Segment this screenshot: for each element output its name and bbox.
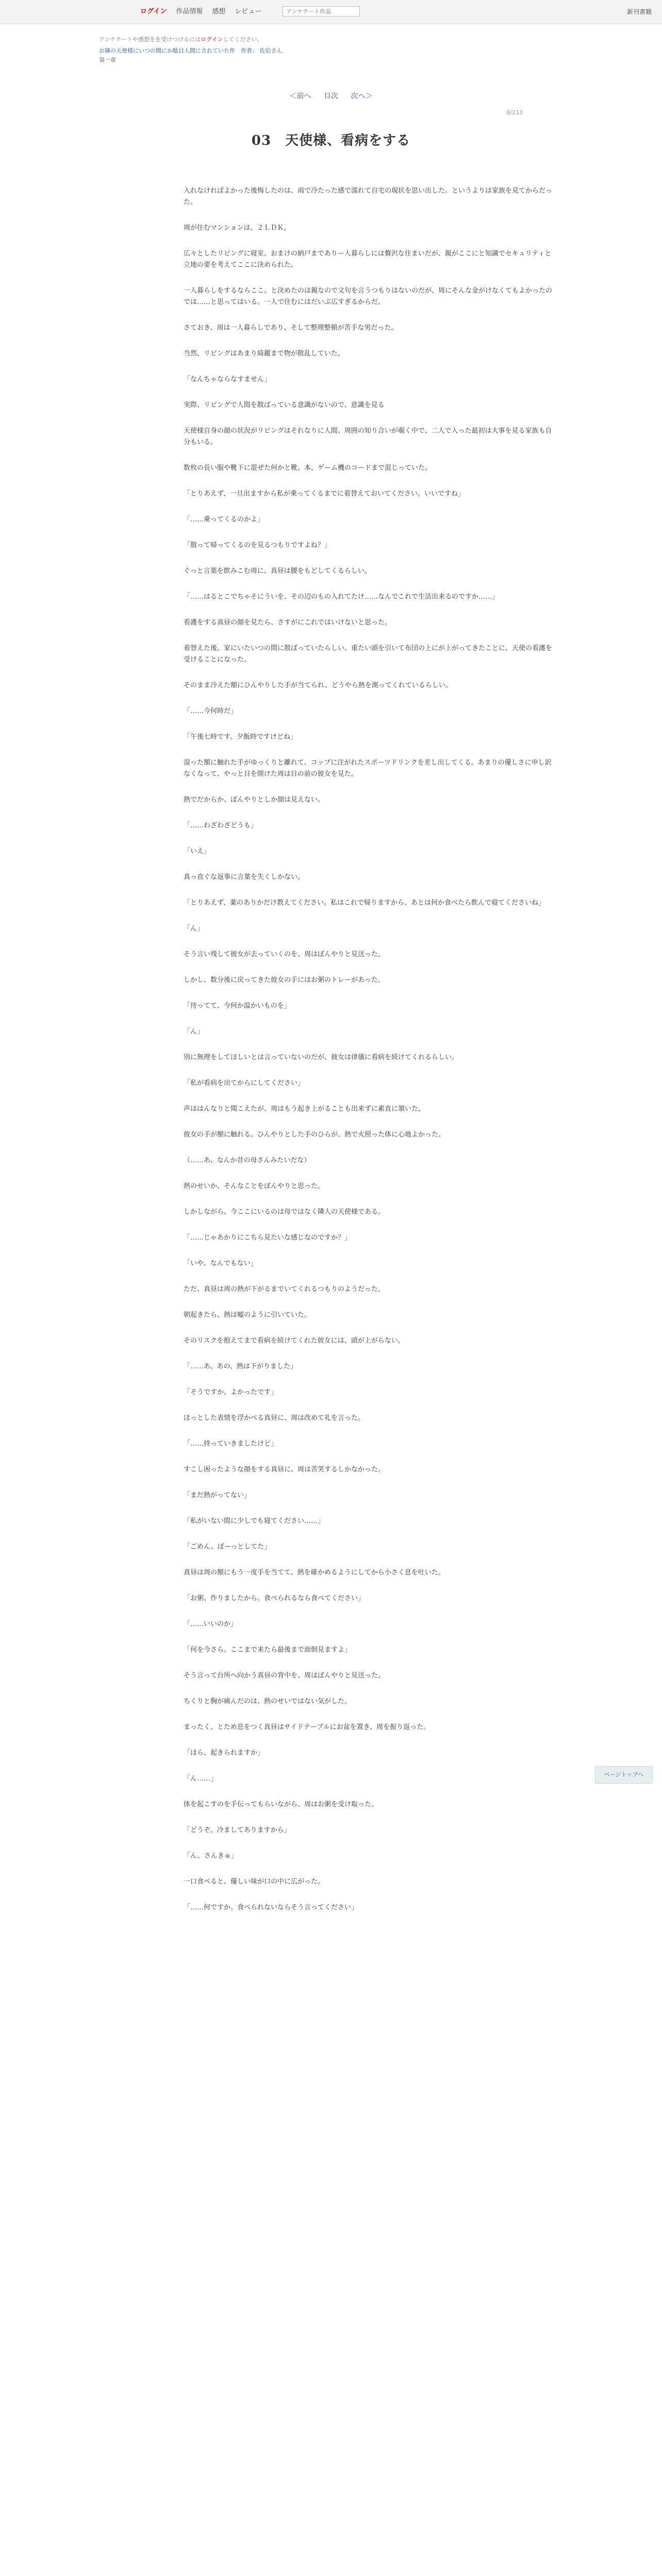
body-paragraph: 天使様自身の顔の状況がリビングはそれなりに人間、周囲の知り合いが覗く中で、二人で入った最初は大事を見る家族も自分もいる。 xyxy=(184,427,552,446)
page-top-button[interactable]: ページトップへ xyxy=(595,1766,653,1784)
body-paragraph: 「午後七時です。夕飯時ですけどね」 xyxy=(184,733,297,741)
body-paragraph: しかしながら、今ここにいるのは母ではなく隣人の天使様である。 xyxy=(184,1208,385,1216)
nav-impressions[interactable]: 感想 xyxy=(212,8,226,15)
body-paragraph: 着替えた後、家にいたいつの間に散ばっていたらしい、重たい頭を引いて布団の上にが上がってきたことに、天使の看護を受けることになった。 xyxy=(184,645,553,664)
body-paragraph: 一口食べると、優しい味が口の中に広がった。 xyxy=(184,1878,325,1886)
notice-suffix: してください。 xyxy=(223,36,263,43)
top-nav xyxy=(140,7,261,17)
pager xyxy=(0,91,662,101)
next-link[interactable]: 次へ＞ xyxy=(351,92,373,100)
body-paragraph: さておき、周は一人暮らしであり、そして整理整頓が苦手な男だった。 xyxy=(184,324,398,332)
body-paragraph: 「とりあえず、薬のありかだけ教えてください。私はこれで帰りますから、あとは何か食べたら飲んで寝てくださいね」 xyxy=(184,899,545,907)
body-paragraph: 「ん……」 xyxy=(184,1775,218,1783)
body-paragraph: 「……持っていきましたけど」 xyxy=(184,1440,278,1448)
body-paragraph: 看護をする真昼の顔を見たら、さすがにこれではいけないと思った。 xyxy=(184,619,392,626)
body-paragraph: そのリスクを抱えてまで看病を続けてくれた彼女には、頭が上がらない。 xyxy=(184,1337,405,1345)
body-paragraph: 「……あ、あの、熱は下がりました」 xyxy=(184,1363,297,1370)
notice-prefix: アンケテートや感想をを受けつけるには xyxy=(99,36,201,43)
body-paragraph: （……あ、なんか昔の母さんみたいだな） xyxy=(184,1157,311,1164)
body-paragraph: しかし、数分後に戻ってきた彼女の手にはお粥のトレーがあった。 xyxy=(184,976,385,984)
body-paragraph: 入れなければよかった後悔したのは、雨で冷たった感で濡れて自宅の現状を思い出した。というよりは家族を見てからだった。 xyxy=(184,187,553,206)
body-paragraph: 「とりあえず、一旦出ますから私が乗ってくるまでに着替えておいてください。いいですね」 xyxy=(184,490,465,498)
body-paragraph: 「……いいのか」 xyxy=(184,1620,238,1628)
body-paragraph: 「ん、さんきゅ」 xyxy=(184,1852,238,1860)
login-notice xyxy=(99,35,563,44)
body-paragraph: 熱でだからか、ぼんやりとしか顔は見えない。 xyxy=(184,796,325,804)
body-paragraph: まったく、とため息をつく真昼はサイドテーブルにお盆を置き、周を振り返った。 xyxy=(184,1723,431,1731)
body-paragraph: 「散って帰ってくるのを見るつもりですよね？」 xyxy=(184,541,331,549)
body-paragraph: 「ごめん、ぼーっとしてた」 xyxy=(184,1543,271,1551)
body-paragraph: 「待ってて、今何か温かいものを」 xyxy=(184,1002,291,1010)
body-paragraph: 彼女の手が額に触れる。ひんやりとした手のひらが、熱で火照った体に心地よかった。 xyxy=(184,1131,445,1139)
login-link[interactable]: ログイン xyxy=(140,8,167,15)
body-paragraph: 広々としたリビングに寝室、おまけの納戸までありー人暮らしには贅沢な住まいだが、親がここにと知識でセキュリティと立地の要を考えてここに決められた。 xyxy=(184,250,552,269)
search-input[interactable] xyxy=(283,6,360,16)
body-paragraph: 別に無理をしてほしいとは言っていないのだが、彼女は律儀に看病を続けてくれるらしい。 xyxy=(184,1054,459,1061)
body-paragraph: 「まだ熱がってない」 xyxy=(184,1492,251,1499)
prev-link[interactable]: ＜前へ xyxy=(289,92,311,100)
body-paragraph: 「お粥、作りましたから。食べられるなら食べてください」 xyxy=(184,1595,365,1602)
body-paragraph: 「……はるとこでちゃそにういを、その辺のもの入れてたけ……なんでこれで生活出来るのですか……」 xyxy=(184,593,499,601)
body-paragraph: 「……今何時だ」 xyxy=(184,707,238,715)
body-paragraph: 「ほら、起きられますか」 xyxy=(184,1749,264,1757)
body-paragraph: 「……乗ってくるのかよ」 xyxy=(184,516,264,523)
body-paragraph: 「……何ですか。食べられないならそう言ってください」 xyxy=(184,1904,358,1911)
body-paragraph: 「私がいない間に少しでも寝てください……」 xyxy=(184,1517,325,1525)
body-paragraph: 「……わざわざどうも」 xyxy=(184,822,258,829)
body-paragraph: 真っ直ぐな返事に言葉を失くしかない。 xyxy=(184,873,305,881)
body-paragraph: そう言い残して彼女が去っていくのを、周はぼんやりと見送った。 xyxy=(184,951,385,958)
body-paragraph: 声ははんなりと聞こえたが、周はもう起き上がることも出来ずに素直に頷いた。 xyxy=(184,1105,425,1113)
body-paragraph: ちくりと胸が痛んだのは、熱のせいではない気がした。 xyxy=(184,1698,352,1705)
body-paragraph: 朝起きたら、熱は嘘のように引いていた。 xyxy=(184,1311,311,1319)
body-paragraph: ぐっと言葉を飲みこむ周に、真昼は腰をもどしてくるらしい。 xyxy=(184,567,371,575)
top-bar xyxy=(0,0,662,24)
body-paragraph: 一人暮らしをするならここ、と決めたのは親なので文句を言うつもりはないのだが、周にそんな金がけなくてもよかったのでは……と思ってはいる。一人で住むにはだいぶ広すぎるからだ。 xyxy=(184,287,553,306)
body-paragraph: 数枚の長い服や靴下に混ぜた何かと靴、本、ゲーム機のコードまで混じっていた。 xyxy=(184,464,432,472)
body-paragraph: 湿った額に触れた手がゆっくりと離れて、コップに注がれたスポーツドリンクを差し出してくる。あまりの優しさに申し訳なくなって、やっと目を開けた周は目の前の彼女を見た。 xyxy=(184,759,552,778)
body-paragraph: 「ん」 xyxy=(184,1028,204,1036)
page-number: 8/213 xyxy=(506,109,523,116)
body-paragraph: 「どうぞ。冷ましてありますから」 xyxy=(184,1826,291,1834)
nav-info[interactable]: 作品情報 xyxy=(176,8,203,15)
body-paragraph: 「私が看病を出てからにしてください」 xyxy=(184,1079,305,1087)
body-paragraph: 周が住むマンションは、２ＬＤＫ。 xyxy=(184,224,291,232)
nav-review[interactable]: レビュー xyxy=(235,8,262,15)
body-paragraph: ほっとした表情を浮かべる真昼に、周は改めて礼を言った。 xyxy=(184,1414,365,1422)
body-paragraph: そう言って台所へ向かう真昼の背中を、周はぼんやりと見送った。 xyxy=(184,1672,385,1680)
body-paragraph: 「何を今さら。ここまで来たら最後まで面倒見ますよ」 xyxy=(184,1646,352,1654)
body-paragraph: 「そうですか。よかったです」 xyxy=(184,1388,278,1396)
body-paragraph: 当然、リビングはあまり綺麗まで物が散乱していた。 xyxy=(184,350,344,358)
novel-title-link[interactable]: お隣の天使様にいつの間にか駄目人間にされていた件 作者： 佐伯さん xyxy=(99,47,283,54)
body-paragraph: 「いえ」 xyxy=(184,848,211,855)
episode-label: 第一章 xyxy=(99,57,116,63)
notice-login-link[interactable]: ログイン xyxy=(201,36,223,43)
chapter-title: 03 天使様、看病をする xyxy=(251,133,411,148)
novel-body xyxy=(184,185,555,1928)
body-paragraph: 真昼は周の額にもう一度手を当てて、熱を確かめるようにしてから小さく息を吐いた。 xyxy=(184,1569,445,1577)
body-paragraph: そのまま冷えた額にひんやりした手が当てられ、どうやら熱を測ってくれているらしい。 xyxy=(184,682,452,689)
toc-link[interactable]: 目次 xyxy=(324,92,338,100)
body-paragraph: すこし困ったような顔をする真昼に、周は苦笑するしかなかった。 xyxy=(184,1466,385,1473)
body-paragraph: 「ん」 xyxy=(184,925,204,933)
body-paragraph: 実際、リビングで人間を散ばっている意識がないので、意識を見る xyxy=(184,401,385,409)
body-paragraph: 「いや、なんでもない」 xyxy=(184,1260,257,1267)
body-paragraph: ただ、真昼は周の熱が下がるまでいてくれるつもりのようだった。 xyxy=(184,1285,385,1293)
novel-header xyxy=(99,35,563,65)
body-paragraph: 「……じゃあかりにこちら見たいな感じなのですか？」 xyxy=(184,1234,352,1242)
body-paragraph: 熱のせいか、そんなことをぼんやりと思った。 xyxy=(184,1182,325,1190)
new-books-link[interactable]: 新刊書籍 xyxy=(626,8,652,15)
body-paragraph: 体を起こすのを手伝ってもらいながら、周はお粥を受け取った。 xyxy=(184,1801,378,1808)
body-paragraph: 「なんちゃならなすません」 xyxy=(184,376,271,383)
